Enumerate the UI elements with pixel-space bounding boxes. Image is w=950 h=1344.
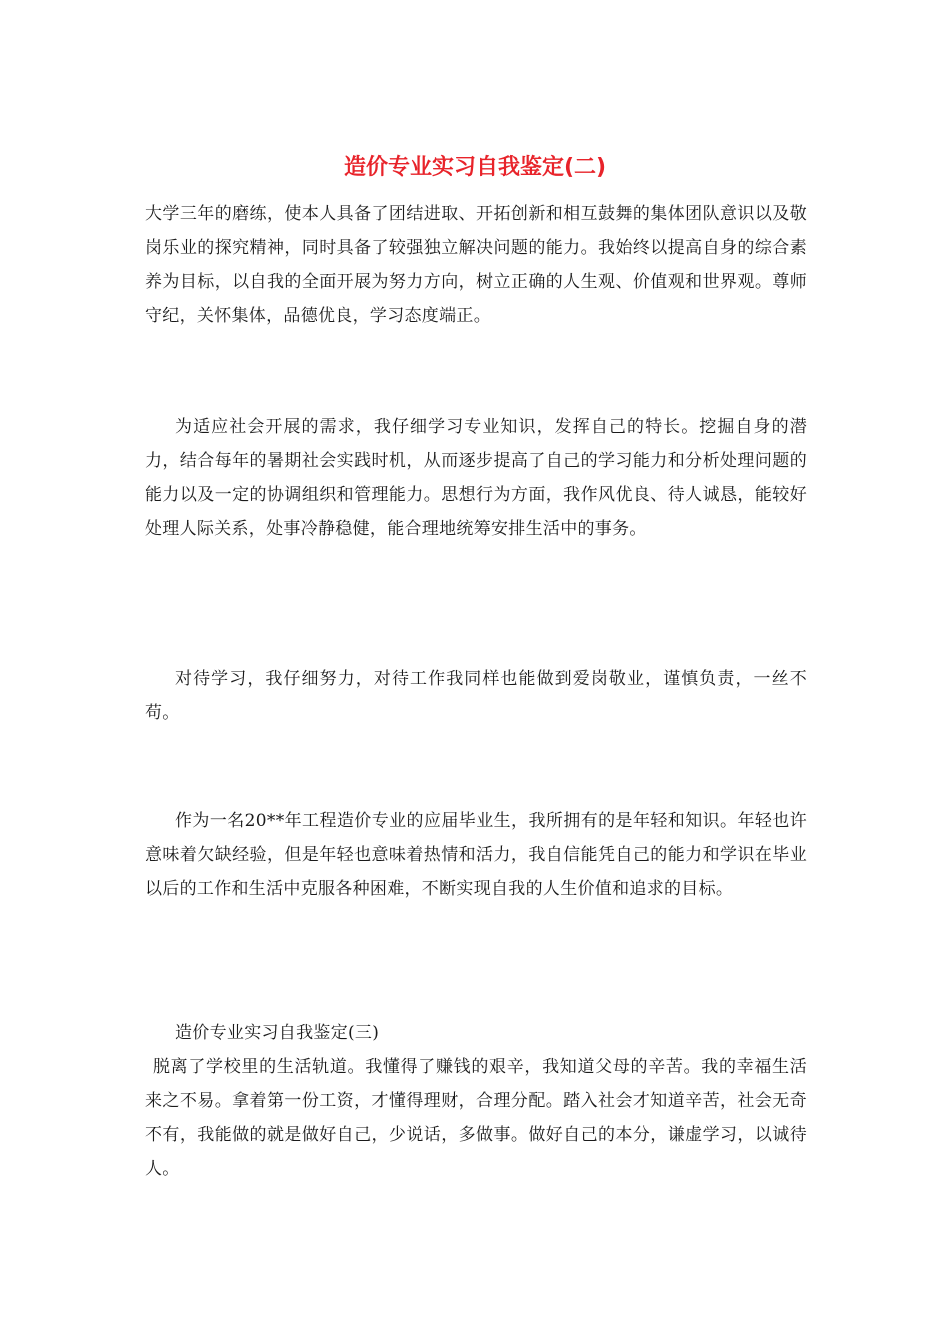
paragraph-1: 大学三年的磨练，使本人具备了团结进取、开拓创新和相互鼓舞的集体团队意识以及敬岗乐业的探究精神，同时具备了较强独立解决问题的能力。我始终以提高自身的综合素养为目标，以自我的全面开展为努力方向，树立正确的人生观、价值观和世界观。尊师守纪，关怀集体，品德优良，学习态度端正。: [145, 204, 807, 326]
document-title: 造价专业实习自我鉴定(二): [343, 155, 607, 180]
paragraph-5: 脱离了学校里的生活轨道。我懂得了赚钱的艰辛，我知道父母的辛苦。我的幸福生活来之不易。拿着第一份工资，才懂得理财，合理分配。踏入社会才知道辛苦，社会无奇不有，我能做的就是做好自己，少说话，多做事。做好自己的本分，谦虚学习，以诚待人。: [145, 1057, 807, 1179]
paragraph-3: 对待学习，我仔细努力，对待工作我同样也能做到爱岗敬业，谨慎负责，一丝不苟。: [145, 669, 807, 723]
paragraph-2: 为适应社会开展的需求，我仔细学习专业知识，发挥自己的特长。挖掘自身的潜力，结合每年的暑期社会实践时机，从而逐步提高了自己的学习能力和分析处理问题的能力以及一定的协调组织和管理能力。思想行为方面，我作风优良、待人诚恳，能较好处理人际关系，处事冷静稳健，能合理地统筹安排生活中的事务。: [145, 417, 807, 539]
section-subheading: 造价专业实习自我鉴定(三): [175, 1023, 380, 1043]
paragraph-4: 作为一名20**年工程造价专业的应届毕业生，我所拥有的是年轻和知识。年轻也许意味着欠缺经验，但是年轻也意味着热情和活力，我自信能凭自己的能力和学识在毕业以后的工作和生活中克服各种困难，不断实现自我的人生价值和追求的目标。: [145, 811, 807, 899]
